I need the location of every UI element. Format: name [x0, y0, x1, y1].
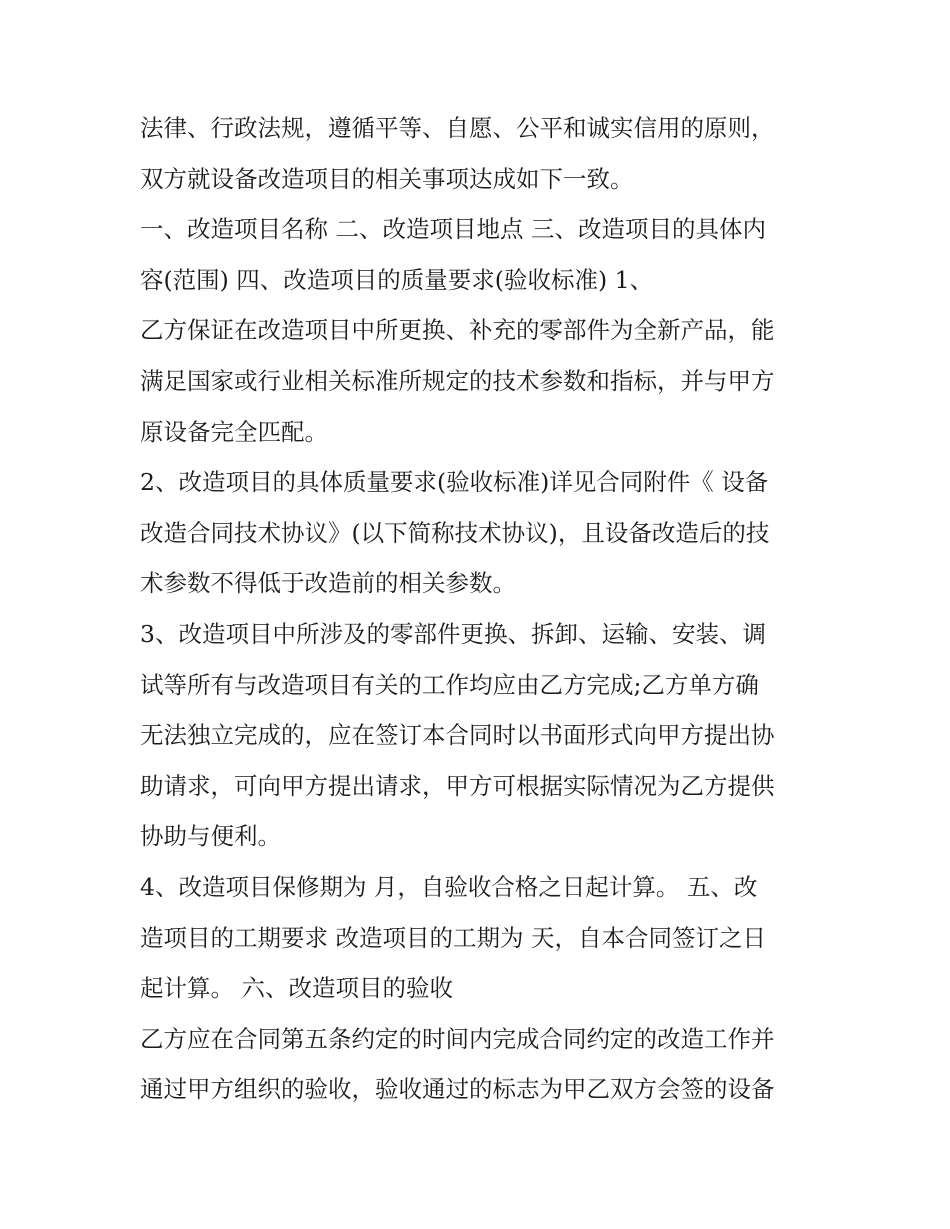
text-line: 通过甲方组织的验收，验收通过的标志为甲乙双方会签的设备 — [140, 1075, 775, 1104]
text-line: 4、改造项目保修期为 月，自验收合格之日起计算。 五、改 — [140, 872, 758, 901]
text-line: 乙方应在合同第五条约定的时间内完成合同约定的改造工作并 — [140, 1024, 775, 1053]
text-line: 原设备完全匹配。 — [140, 417, 328, 446]
text-line: 造项目的工期要求 改造项目的工期为 天，自本合同签订之日 — [140, 923, 766, 952]
text-line: 乙方保证在改造项目中所更换、补充的零部件为全新产品，能 — [140, 316, 775, 345]
text-line: 试等所有与改造项目有关的工作均应由乙方完成;乙方单方确 — [140, 670, 759, 699]
text-line: 术参数不得低于改造前的相关参数。 — [140, 569, 516, 598]
text-line: 改造合同技术协议》(以下简称技术协议)，且设备改造后的技 — [140, 518, 770, 547]
text-line: 3、改造项目中所涉及的零部件更换、拆卸、运输、安装、调 — [140, 619, 766, 648]
text-line: 无法独立完成的，应在签订本合同时以书面形式向甲方提出协 — [140, 721, 775, 750]
text-line: 起计算。 六、改造项目的验收 — [140, 974, 453, 1003]
contract-body-text — [140, 103, 820, 1115]
text-line: 一、改造项目名称 二、改造项目地点 三、改造项目的具体内 — [140, 215, 766, 244]
text-line: 2、改造项目的具体质量要求(验收标准)详见合同附件《 设备 — [140, 468, 769, 497]
text-line: 助请求，可向甲方提出请求，甲方可根据实际情况为乙方提供 — [140, 771, 775, 800]
text-line: 法律、行政法规，遵循平等、自愿、公平和诚实信用的原则， — [140, 114, 775, 142]
text-line: 双方就设备改造项目的相关事项达成如下一致。 — [140, 164, 634, 193]
text-line: 协助与便利。 — [140, 822, 281, 851]
text-line: 满足国家或行业相关标准所规定的技术参数和指标，并与甲方 — [140, 366, 775, 395]
text-line: 容(范围) 四、改造项目的质量要求(验收标准) 1、 — [140, 265, 654, 294]
